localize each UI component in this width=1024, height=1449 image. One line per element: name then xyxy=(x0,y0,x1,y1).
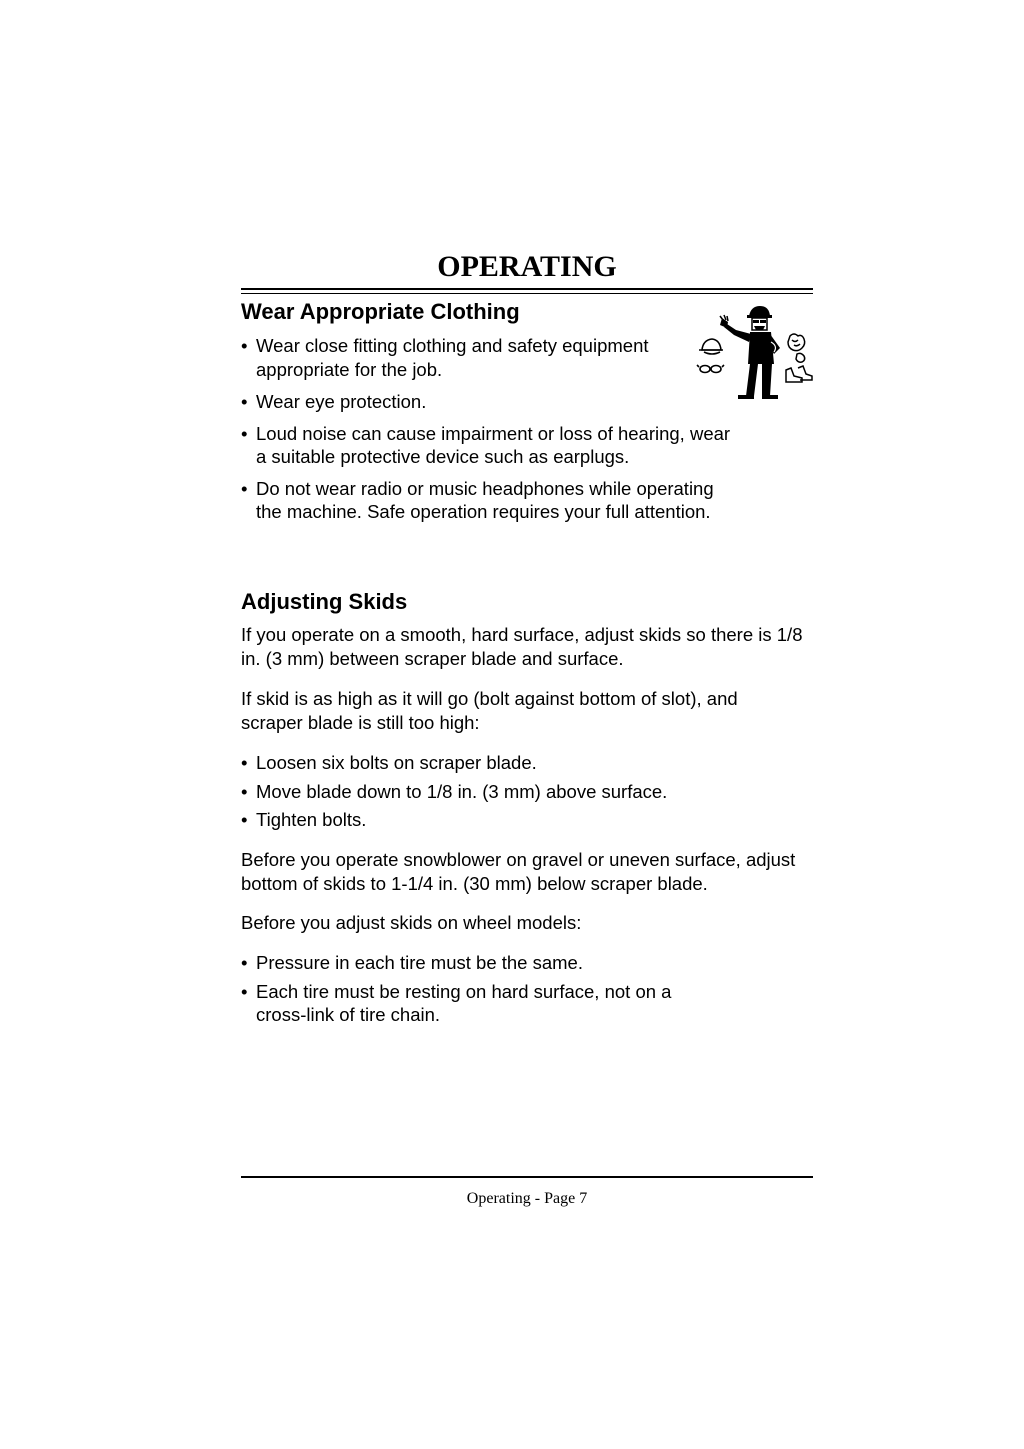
footer-rule xyxy=(241,1176,813,1178)
bullet-icon: • xyxy=(241,809,248,830)
clothing-heading: Wear Appropriate Clothing xyxy=(241,299,520,324)
skids-paragraph-gravel: Before you operate snowblower on gravel or uneven surface, adjust bottom of skids to 1-1/4 in. (30 mm) below scraper blade. xyxy=(241,849,796,894)
bullet-icon: • xyxy=(241,980,248,1002)
clothing-bullet-list xyxy=(241,334,731,524)
boots-icon xyxy=(786,366,812,382)
header-rule-thick xyxy=(241,288,813,290)
safety-equipment-icon xyxy=(694,302,814,402)
page-title: OPERATING xyxy=(437,250,617,283)
list-item-text: Loosen six bolts on scraper blade. xyxy=(256,752,537,773)
skids-paragraph-smooth-surface: If you operate on a smooth, hard surface, adjust skids so there is 1/8 in. (3 mm) between scraper blade and surface. xyxy=(241,624,803,669)
skids-bullet-list-tires xyxy=(241,951,721,1027)
bullet-icon: • xyxy=(241,335,248,356)
list-item xyxy=(241,780,801,804)
list-item-text: Move blade down to 1/8 in. (3 mm) above surface. xyxy=(256,780,668,802)
list-item xyxy=(241,751,801,775)
bullet-icon: • xyxy=(241,391,248,412)
skids-bullet-list-blade xyxy=(241,751,801,832)
list-item xyxy=(241,477,731,524)
list-item xyxy=(241,390,731,414)
skids-paragraph-wheel-models: Before you adjust skids on wheel models: xyxy=(241,912,582,933)
skids-heading: Adjusting Skids xyxy=(241,589,408,614)
list-item-text: Tighten bolts. xyxy=(256,809,367,830)
list-item-text: Wear close fitting clothing and safety equipment appropriate for the job. xyxy=(256,335,649,380)
bullet-icon: • xyxy=(241,422,248,444)
skids-paragraph-skid-high: If skid is as high as it will go (bolt against bottom of slot), and scraper blade is still too high: xyxy=(241,688,738,733)
bullet-icon: • xyxy=(241,780,248,802)
list-item xyxy=(241,422,731,469)
list-item xyxy=(241,951,721,975)
bullet-icon: • xyxy=(241,952,248,973)
page-footer: Operating - Page 7 xyxy=(466,1190,588,1207)
gloves-icon xyxy=(788,334,805,362)
list-item-text: Loud noise can cause impairment or loss of hearing, wear a suitable protective device such as earplugs. xyxy=(256,422,731,467)
list-item-text: Do not wear radio or music headphones while operating the machine. Safe operation requires your full attention. xyxy=(256,477,714,522)
goggles-icon xyxy=(697,365,724,373)
list-item xyxy=(241,980,721,1027)
worker-figure-icon xyxy=(720,306,780,399)
list-item xyxy=(241,334,731,381)
header-rule-thin xyxy=(241,293,813,294)
list-item-text: Wear eye protection. xyxy=(256,391,427,412)
bullet-icon: • xyxy=(241,752,248,773)
list-item-text: Each tire must be resting on hard surface, not on a cross-link of tire chain. xyxy=(256,980,672,1025)
list-item-text: Pressure in each tire must be the same. xyxy=(256,952,583,973)
hard-hat-icon xyxy=(699,339,723,354)
list-item xyxy=(241,808,801,832)
bullet-icon: • xyxy=(241,477,248,499)
